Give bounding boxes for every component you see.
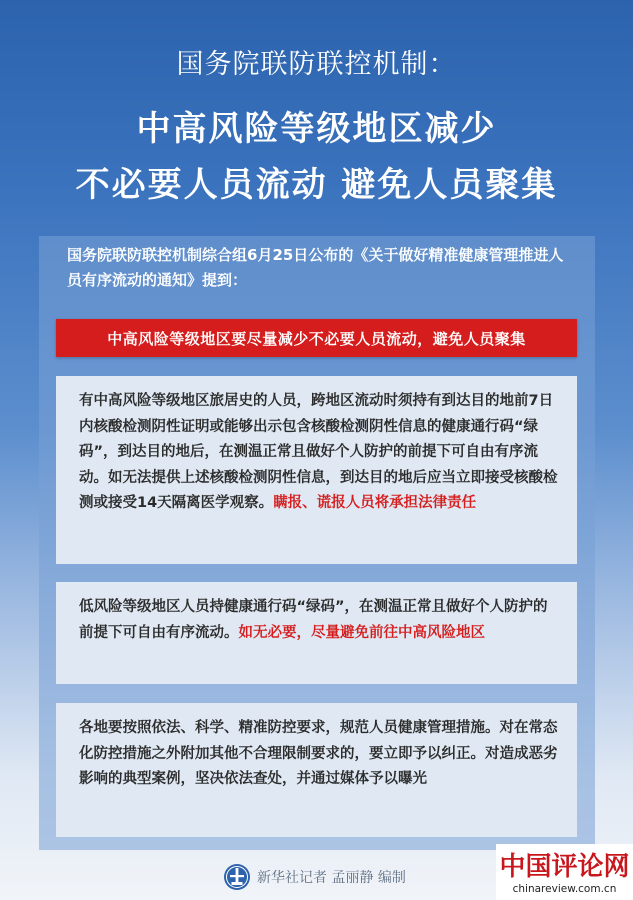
xinhua-logo-icon <box>223 863 251 891</box>
header-subtitle: 国务院联防联控机制： <box>176 49 457 80</box>
info-card-2-highlight: 如无必要，尽量避免前往中高风险地区 <box>238 624 485 641</box>
info-card-2 <box>56 582 577 684</box>
red-banner <box>56 319 577 357</box>
footer-credit <box>223 862 406 892</box>
red-banner-text: 中高风险等级地区要尽量减少不必要人员流动，避免人员聚集 <box>107 329 526 348</box>
header-title-line-1: 中高风险等级地区减少 <box>136 109 497 149</box>
footer-credit-text: 新华社记者 孟丽静 编制 <box>257 870 406 886</box>
info-card-3 <box>56 703 577 837</box>
watermark-title: 中国评论网 <box>499 851 630 882</box>
info-card-3-text: 各地要按照依法、科学、精准防控要求，规范人员健康管理措施。对在常态化防控措施之外附加其他不合理限制要求的，要立即予以纠正。对造成恶劣影响的典型案例，坚决依法查处，并通过媒体予以曝光 <box>79 720 558 787</box>
info-card-2-text: 低风险等级地区人员持健康通行码“绿码”，在测温正常且做好个人防护的前提下可自由有序流动。 <box>79 599 548 641</box>
intro-text: 国务院联防联控机制综合组6月25日公布的《关于做好精准健康管理推进人员有序流动的通知》提到： <box>67 246 564 289</box>
watermark-url: chinareview.com.cn <box>512 883 617 895</box>
header-title-line-2: 不必要人员流动 避免人员聚集 <box>75 165 558 205</box>
watermark <box>496 844 633 900</box>
info-card-1-highlight: 瞒报、谎报人员将承担法律责任 <box>273 495 477 511</box>
info-card-1 <box>56 376 577 564</box>
info-card-1-text: 有中高风险等级地区旅居史的人员，跨地区流动时须持有到达目的地前7日内核酸检测阴性证明或能够出示包含核酸检测阴性信息的健康通行码“绿码”，到达目的地后，在测温正常且做好个人防护的前提下可自由有序流动。如无法提供上述核酸检测阴性信息，到达目的地后应当立即接受核酸检测或接受14天隔离医学观察。 <box>79 393 558 511</box>
